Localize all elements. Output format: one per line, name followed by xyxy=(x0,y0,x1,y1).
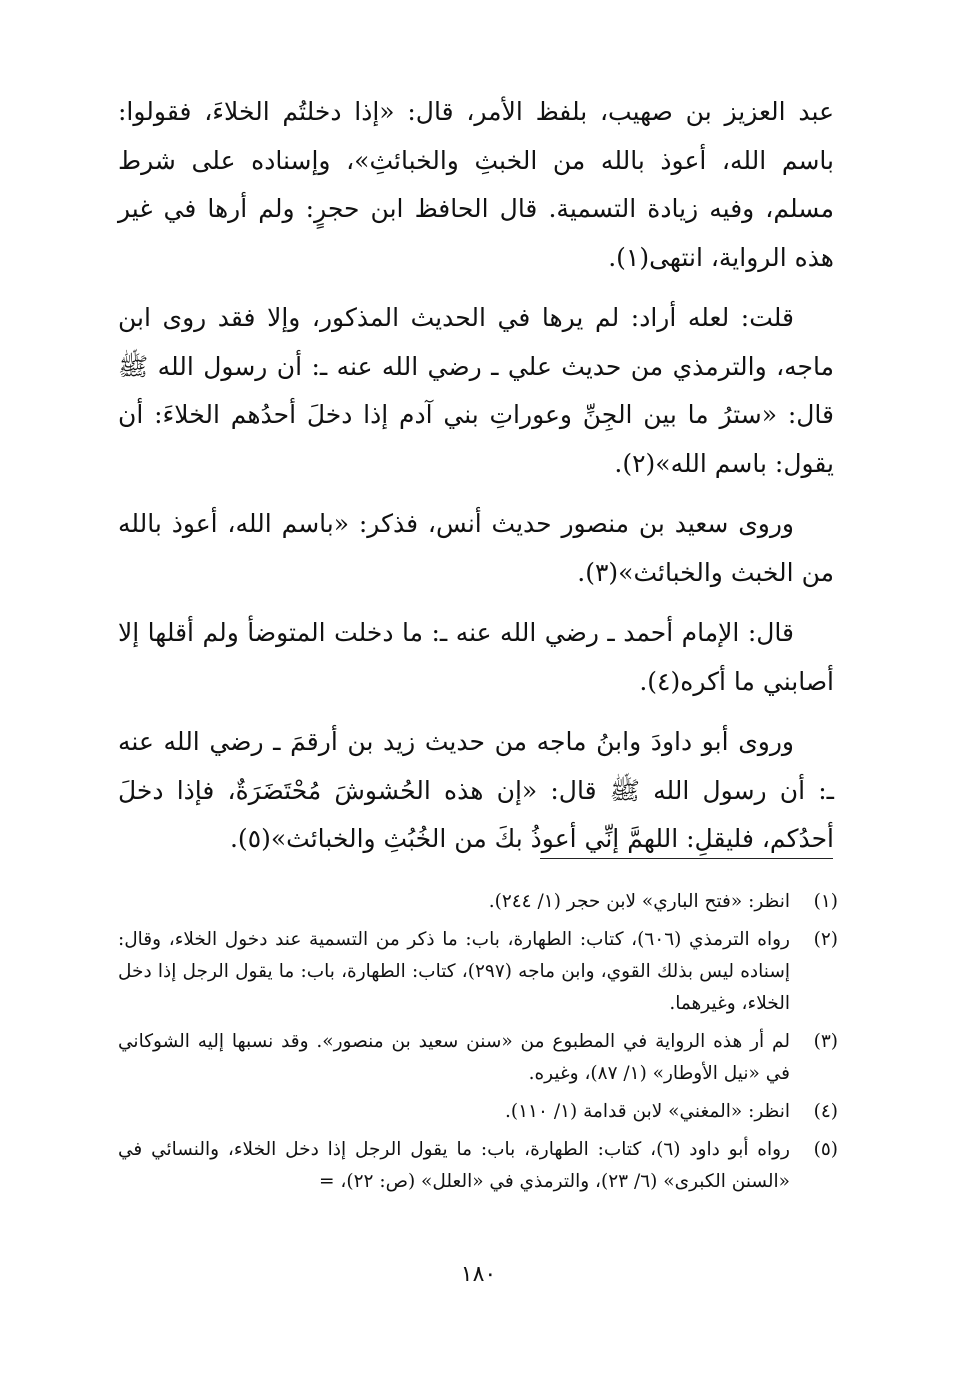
footnote-text: انظر: «المغني» لابن قدامة (١/ ١١٠). xyxy=(505,1101,790,1122)
footnote-separator xyxy=(540,858,833,859)
footnote-number: (٣) xyxy=(813,1031,838,1052)
footnotes xyxy=(118,886,838,1204)
footnote-2 xyxy=(118,924,838,1020)
footnote-3 xyxy=(118,1026,838,1090)
footnote-1 xyxy=(118,886,838,918)
page-number: ١٨٠ xyxy=(460,1262,497,1287)
footnote-text: رواه الترمذي (٦٠٦)، كتاب: الطهارة، باب: ما ذكر من التسمية عند دخول الخلاء، وقال: إسناده ليس بذلك القوي، وابن ماجه (٢٩٧)، كتاب: الطهارة، باب: ما يقول الرجل إذا دخل الخلاء، وغيرهما. xyxy=(118,929,790,1014)
footnote-text: رواه أبو داود (٦)، كتاب: الطهارة، باب: ما يقول الرجل إذا دخل الخلاء، والنسائي في «السنن الكبرى» (٦/ ٢٣)، والترمذي في «العلل» (ص: ٢٢)، = xyxy=(118,1139,790,1192)
footnote-text: لم أر هذه الرواية في المطبوع من «سنن سعيد بن منصور». وقد نسبها إليه الشوكاني في «نيل الأوطار» (١/ ٨٧)، وغيره. xyxy=(118,1031,790,1084)
paragraph-5: وروى أبو داودَ وابنُ ماجه من حديث زيد بن أرقمَ ـ رضي الله عنه ـ: أن رسول الله ﷺ قال: «إن هذه الحُشوشَ مُحْتَضَرَةٌ، فإذا دخلَ أحدُكم، فليقلِ: اللهمَّ إنِّي أعوذُ بكَ من الخُبُثِ والخبائث»(٥). xyxy=(118,727,834,853)
paragraph-3: وروى سعيد بن منصور حديث أنس، فذكر: «باسم الله، أعوذ بالله من الخبث والخبائث»(٣). xyxy=(118,509,834,587)
footnote-number: (٤) xyxy=(813,1101,838,1122)
paragraph-1: عبد العزيز بن صهيب، بلفظ الأمر، قال: «إذا دخلتُم الخلاءَ، فقولوا: باسم الله، أعوذ بالله من الخبثِ والخبائثِ»، وإسناده على شرط مسلم، وفيه زيادة التسمية. قال الحافظ ابن حجرٍ: ولم أرها في غير هذه الرواية، انتهى(١). xyxy=(118,97,834,272)
footnote-number: (٥) xyxy=(813,1139,838,1160)
footnote-5 xyxy=(118,1134,838,1198)
paragraph-4: قال: الإمام أحمد ـ رضي الله عنه ـ: ما دخلت المتوضأ ولم أقلها إلا أصابني ما أكره(٤). xyxy=(118,618,834,696)
footnote-text: انظر: «فتح الباري» لابن حجر (١/ ٢٤٤). xyxy=(488,891,790,912)
footnote-4 xyxy=(118,1096,838,1128)
paragraph-2: قلت: لعله أراد: لم يرها في الحديث المذكور، وإلا فقد روى ابن ماجه، والترمذي من حديث علي ـ رضي الله عنه ـ: أن رسول الله ﷺ قال: «سترُ ما بين الجِنِّ وعوراتِ بني آدم إذا دخلَ أحدُهم الخلاءَ: أن يقول: باسم الله»(٢). xyxy=(118,303,834,478)
footnote-number: (١) xyxy=(813,891,838,912)
footnote-number: (٢) xyxy=(813,929,838,950)
main-text xyxy=(118,88,834,876)
